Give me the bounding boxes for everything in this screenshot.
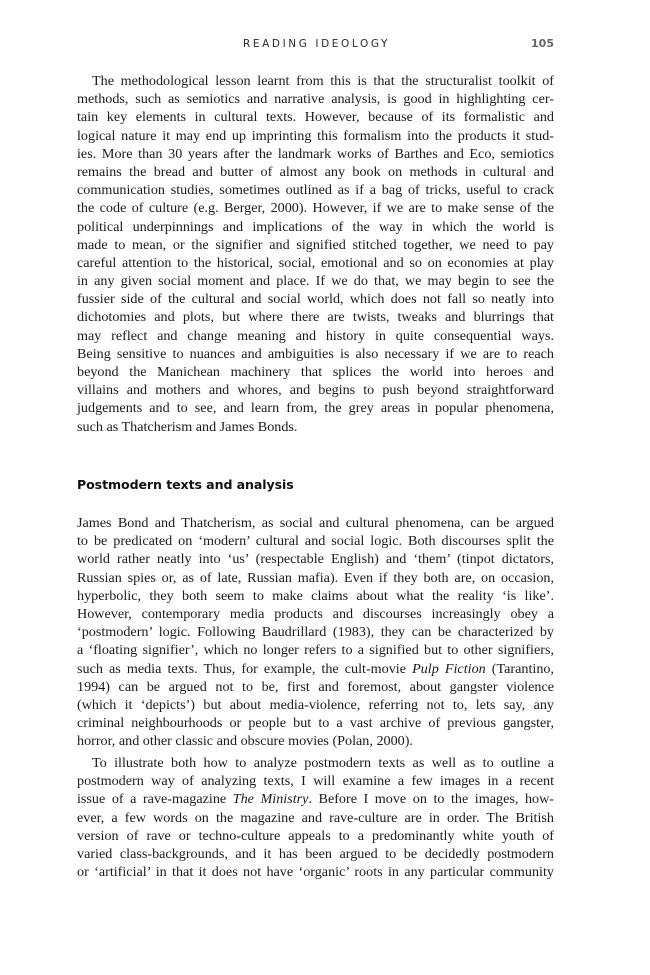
text-line: However, contemporary media products and discourses increasingly obey a xyxy=(77,605,554,622)
text-line: a ‘floating signifier’, which no longer refers to a signified but to other signifiers, xyxy=(77,642,554,659)
text-line: James Bond and Thatcherism, as social and cultural phenomena, can be argued xyxy=(77,515,554,531)
text-line: to be predicated on ‘modern’ cultural and social logic. Both discourses split the xyxy=(77,533,554,550)
text-line: dichotomies and plots, but where there are twists, tweaks and blurrings that xyxy=(77,309,554,326)
text-run: issue of a rave-magazine xyxy=(77,791,233,808)
body-paragraph-2 xyxy=(77,514,554,750)
text-line: in any given social moment and place. If we do that, we may begin to see the xyxy=(77,273,554,290)
text-line: To illustrate both how to analyze postmodern texts as well as to outline a xyxy=(92,755,554,771)
text-line: or ‘artificial’ in that it does not have ‘organic’ roots in any particular community xyxy=(77,864,554,881)
magazine-title: The Ministry xyxy=(232,791,309,808)
running-title: READING IDEOLOGY xyxy=(243,38,391,50)
running-head xyxy=(0,38,650,54)
text-line: world rather neatly into ‘us’ (respectable English) and ‘them’ (tinpot dictators, xyxy=(77,551,554,568)
body-paragraph-1 xyxy=(77,72,554,436)
text-line: communication studies, sometimes outlined as if a bag of tricks, useful to crack xyxy=(77,182,554,199)
text-line: remains the bread and butter of almost any book on methods in cultural and xyxy=(77,163,554,180)
text-line: varied class-backgrounds, and it has been argued to be decidedly postmodern xyxy=(77,845,554,862)
text-line: postmodern way of analyzing texts, I will examine a few images in a recent xyxy=(77,773,554,790)
film-title: Pulp Fiction xyxy=(412,660,486,677)
text-run: such as media texts. Thus, for example, the cult-movie xyxy=(77,660,413,677)
text-line: horror, and other classic and obscure movies (Polan, 2000). xyxy=(77,733,413,750)
text-line: ever, a few words on the magazine and rave-culture are in order. The British xyxy=(77,809,554,826)
text-line: ‘postmodern’ logic. Following Baudrillard (1983), they can be characterized by xyxy=(77,624,554,641)
text-line: tain key elements in cultural texts. However, because of its formalistic and xyxy=(77,109,554,126)
text-line: ies. More than 30 years after the landmark works of Barthes and Eco, semiotics xyxy=(77,145,554,162)
text-line: Russian spies or, as of late, Russian mafia). Even if they both are, on occasion, xyxy=(77,569,554,586)
text-line: villains and mothers and whores, and begins to push beyond straightforward xyxy=(77,382,554,399)
text-line: beyond the Manichean machinery that splices the world into heroes and xyxy=(77,364,554,380)
text-line: may reflect and change meaning and history in quite consequential ways. xyxy=(77,327,554,344)
text-line: criminal neighbourhoods or people but to a vast archive of previous gangster, xyxy=(77,715,554,732)
text-line: The methodological lesson learnt from this is that the structuralist toolkit of xyxy=(92,73,554,89)
text-line: Being sensitive to nuances and ambiguities is also necessary if we are to reach xyxy=(77,345,554,362)
text-run: . Before I move on to the images, how- xyxy=(308,791,555,808)
text-line: such as Thatcherism and James Bonds. xyxy=(77,418,298,435)
text-line: fussier side of the cultural and social world, which does not fall so neatly into xyxy=(77,291,554,308)
text-line: the code of culture (e.g. Berger, 2000). However, if we are to make sense of the xyxy=(77,200,554,217)
text-line: 1994) can be argued not to be, first and foremost, about gangster violence xyxy=(77,678,554,695)
text-line xyxy=(77,790,554,808)
text-line: (which it ‘depicts’) but about media-violence, referring not to, lets say, any xyxy=(77,696,554,713)
section-heading: Postmodern texts and analysis xyxy=(77,477,294,492)
text-line: careful attention to the historical, social, emotional and so on economies at play xyxy=(77,254,554,271)
text-line: version of rave or techno-culture appeals to a predominantly white youth of xyxy=(77,827,554,844)
text-line: hyperbolic, they both seem to make claims about what the reality ‘is like’. xyxy=(77,587,554,604)
text-line: political underpinnings and implications of the way in which the world is xyxy=(77,218,554,235)
text-line: made to mean, or the signifier and signified stitched together, we need to pay xyxy=(77,236,554,253)
text-line xyxy=(77,660,554,678)
text-line: logical nature it may end up imprinting this formalism into the products it stud- xyxy=(77,127,554,144)
text-line: judgements and to see, and learn from, the grey areas in popular phenomena, xyxy=(77,400,554,417)
text-run: (Tarantino, xyxy=(485,660,555,677)
text-line: methods, such as semiotics and narrative analysis, is good in highlighting cer- xyxy=(77,91,554,108)
body-paragraph-3 xyxy=(77,754,554,881)
page-number: 105 xyxy=(531,37,554,50)
